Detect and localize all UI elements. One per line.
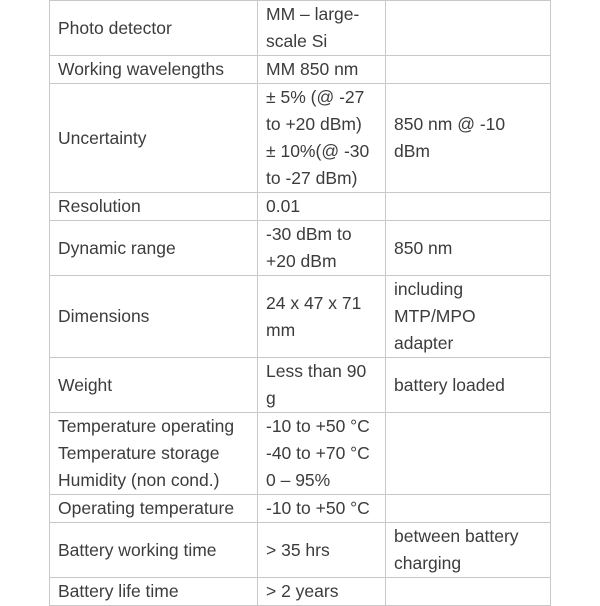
- row-note: including MTP/MPO adapter: [386, 276, 551, 358]
- row-value: MM 850 nm: [258, 56, 386, 84]
- row-note: [386, 1, 551, 56]
- row-value: 0.01: [258, 193, 386, 221]
- row-label: Uncertainty: [50, 84, 258, 193]
- table-row: [50, 56, 551, 84]
- row-value: > 35 hrs: [258, 523, 386, 578]
- row-note: [386, 413, 551, 495]
- row-note: [386, 56, 551, 84]
- row-label: Battery life time: [50, 578, 258, 606]
- row-value: Less than 90 g: [258, 358, 386, 413]
- row-label: Working wavelengths: [50, 56, 258, 84]
- row-label: Weight: [50, 358, 258, 413]
- table-row: [50, 358, 551, 413]
- row-note: between battery charging: [386, 523, 551, 578]
- row-label: Battery working time: [50, 523, 258, 578]
- row-note: [386, 578, 551, 606]
- row-label: Temperature operating Temperature storage Humidity (non cond.): [50, 413, 258, 495]
- row-value: -10 to +50 °C: [258, 495, 386, 523]
- row-label: Resolution: [50, 193, 258, 221]
- row-note: 850 nm @ -10 dBm: [386, 84, 551, 193]
- row-note: [386, 495, 551, 523]
- row-note: battery loaded: [386, 358, 551, 413]
- row-label: Dimensions: [50, 276, 258, 358]
- row-note: 850 nm: [386, 221, 551, 276]
- table-row: [50, 84, 551, 193]
- row-value: MM – large- scale Si: [258, 1, 386, 56]
- row-label: Dynamic range: [50, 221, 258, 276]
- row-value: 24 x 47 x 71 mm: [258, 276, 386, 358]
- table-row: [50, 221, 551, 276]
- row-value: > 2 years: [258, 578, 386, 606]
- row-value: -10 to +50 °C -40 to +70 °C 0 – 95%: [258, 413, 386, 495]
- row-label: Operating temperature: [50, 495, 258, 523]
- row-label: Photo detector: [50, 1, 258, 56]
- table-row: [50, 1, 551, 56]
- table-row: [50, 578, 551, 606]
- row-note: [386, 193, 551, 221]
- table-row: [50, 495, 551, 523]
- table-row: [50, 193, 551, 221]
- table-row: [50, 276, 551, 358]
- row-value: -30 dBm to +20 dBm: [258, 221, 386, 276]
- row-value: ± 5% (@ -27 to +20 dBm) ± 10%(@ -30 to -27 dBm): [258, 84, 386, 193]
- table-row: [50, 523, 551, 578]
- table-row: [50, 413, 551, 495]
- spec-table: [49, 0, 551, 606]
